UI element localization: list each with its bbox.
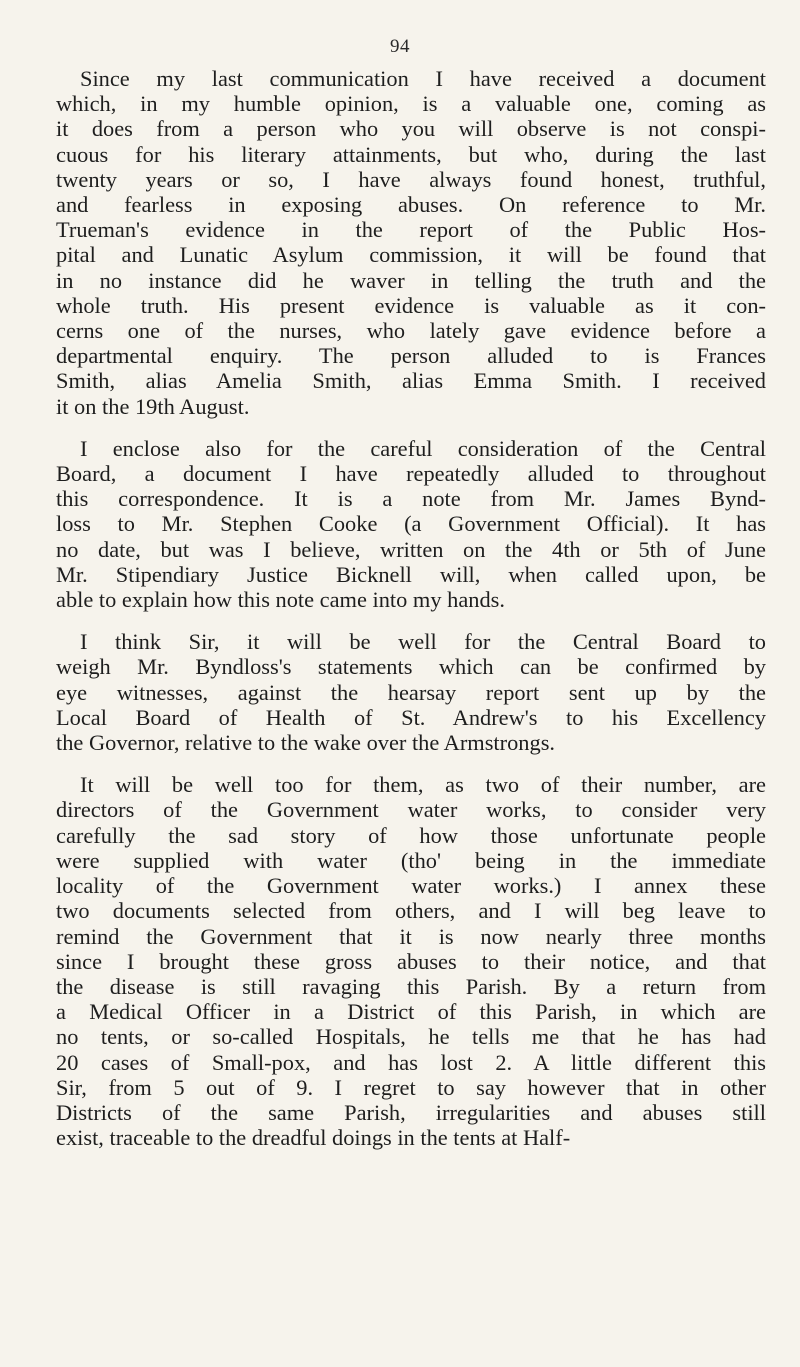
text-line: twenty years or so, I have always found honest, truthful, <box>56 166 766 192</box>
text-line: weigh Mr. Byndloss's statements which can be confirmed by <box>56 654 766 680</box>
text-line: cuous for his literary attainments, but who, during the last <box>56 141 766 167</box>
text-line: no date, but was I believe, written on the 4th or 5th of June <box>56 536 766 562</box>
text-line: in no instance did he waver in telling the truth and the <box>56 267 766 293</box>
paragraph <box>56 772 766 1150</box>
text-line: able to explain how this note came into my hands. <box>56 587 505 613</box>
text-line: directors of the Government water works, to consider very <box>56 797 766 823</box>
text-line: Board, a document I have repeatedly alluded to throughout <box>56 461 766 487</box>
text-line: and fearless in exposing abuses. On reference to Mr. <box>56 192 766 218</box>
text-line: departmental enquiry. The person alluded to is Frances <box>56 343 766 369</box>
text-line: remind the Government that it is now nearly three months <box>56 923 766 949</box>
text-line: Local Board of Health of St. Andrew's to his Excellency <box>56 704 766 730</box>
text-line: a Medical Officer in a District of this Parish, in which are <box>56 999 766 1025</box>
text-line: Sir, from 5 out of 9. I regret to say however that in other <box>56 1074 766 1100</box>
paragraph <box>56 629 766 755</box>
text-line: loss to Mr. Stephen Cooke (a Government Official). It has <box>56 511 766 537</box>
text-line: Since my last communication I have received a document <box>80 66 766 91</box>
text-line: it on the 19th August. <box>56 393 250 419</box>
paragraph <box>56 436 766 612</box>
text-line: I enclose also for the careful consideration of the Central <box>80 435 766 461</box>
body-text <box>56 66 766 1150</box>
text-line: It will be well too for them, as two of their number, are <box>80 772 766 798</box>
text-line: were supplied with water (tho' being in the immediate <box>56 847 766 873</box>
paragraph-gap <box>56 419 766 436</box>
text-line: the Governor, relative to the wake over the Armstrongs. <box>56 730 556 756</box>
text-line: Trueman's evidence in the report of the Public Hos- <box>56 217 766 243</box>
text-line: 20 cases of Small-pox, and has lost 2. A little different this <box>56 1049 766 1075</box>
text-line: carefully the sad story of how those unfortunate people <box>56 822 766 848</box>
text-line: Smith, alias Amelia Smith, alias Emma Smith. I received <box>56 368 766 394</box>
text-line: two documents selected from others, and I will beg leave to <box>56 898 766 924</box>
text-line: the disease is still ravaging this Parish. By a return from <box>56 973 766 999</box>
text-line: exist, traceable to the dreadful doings in the tents at Half- <box>56 1125 571 1151</box>
paragraph-gap <box>56 612 766 629</box>
text-line: Mr. Stipendiary Justice Bicknell will, when called upon, be <box>56 561 766 587</box>
text-line: which, in my humble opinion, is a valuable one, coming as <box>56 91 766 117</box>
text-line: Districts of the same Parish, irregularities and abuses still <box>56 1099 766 1125</box>
text-line: whole truth. His present evidence is valuable as it con- <box>56 292 766 318</box>
text-line: eye witnesses, against the hearsay report sent up by the <box>56 679 766 705</box>
text-line: pital and Lunatic Asylum commission, it will be found that <box>56 242 766 268</box>
text-line: locality of the Government water works.) I annex these <box>56 873 766 899</box>
text-line: no tents, or so-called Hospitals, he tells me that he has had <box>56 1024 766 1050</box>
paragraph <box>56 66 766 419</box>
text-line: I think Sir, it will be well for the Central Board to <box>80 629 766 655</box>
text-line: since I brought these gross abuses to their notice, and that <box>56 948 766 974</box>
text-line: this correspondence. It is a note from Mr. James Bynd- <box>56 486 766 512</box>
page-number: 94 <box>390 36 410 57</box>
text-line: cerns one of the nurses, who lately gave evidence before a <box>56 318 766 344</box>
paragraph-gap <box>56 755 766 772</box>
text-line: it does from a person who you will observe is not conspi- <box>56 116 766 142</box>
